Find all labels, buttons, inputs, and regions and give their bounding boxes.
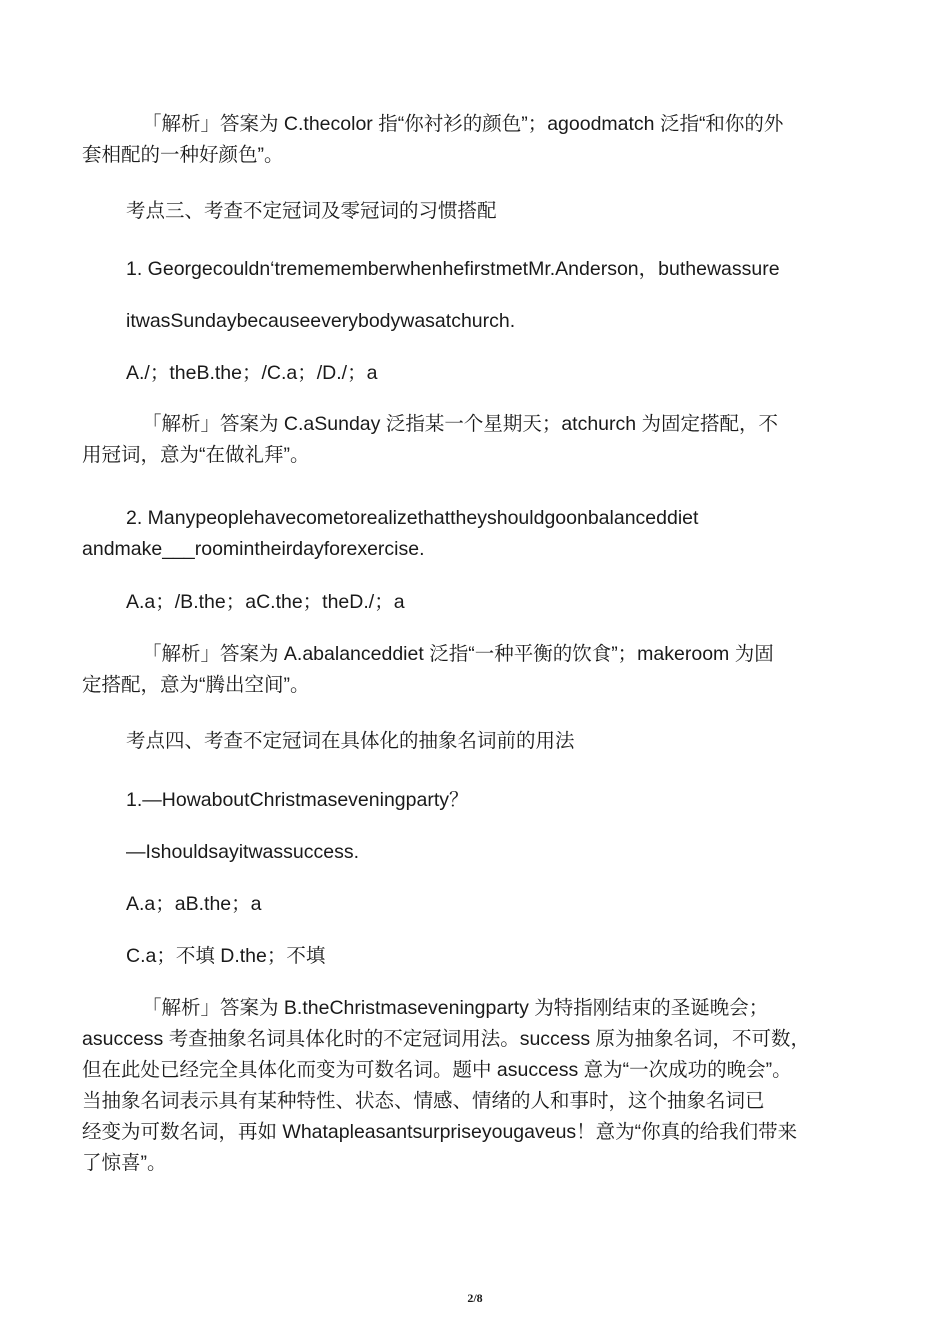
page-number: 2/8: [467, 1291, 483, 1305]
text-line: 用冠词，意为“在做礼拜”。: [82, 444, 310, 466]
question-3-prompt: [82, 785, 872, 816]
question-1-options: [82, 358, 872, 389]
text-line: 1.—HowaboutChristmaseveningparty？: [126, 789, 469, 811]
analysis-paragraph-2: [82, 409, 872, 471]
text-line: A.a；aB.the；a: [126, 893, 262, 915]
text-line: andmake___roomintheirdayforexercise.: [82, 538, 425, 560]
question-2-options: [82, 587, 872, 618]
text-line: 「解析」答案为 C.aSunday 泛指某一个星期天；atchurch 为固定搭配，不: [142, 413, 779, 435]
text-line: itwasSundaybecauseeverybodywasatchurch.: [126, 310, 516, 332]
analysis-paragraph-1: [82, 109, 872, 171]
text-line: A./；theB.the；/C.a；/D./；a: [126, 362, 378, 384]
text-line: 当抽象名词表示具有某种特性、状态、情感、情绪的人和事时，这个抽象名词已: [82, 1090, 765, 1112]
text-line: 考点四、考查不定冠词在具体化的抽象名词前的用法: [126, 730, 575, 752]
text-line: —Ishouldsayitwassuccess.: [126, 841, 360, 863]
text-line: 1. Georgecouldn‘tremememberwhenhefirstmetMr.Anderson，buthewassure: [126, 258, 780, 280]
text-line: 经变为可数名词，再如 Whatapleasantsurpriseyougaveus！意为“你真的给我们带来: [82, 1121, 798, 1143]
question-3-response: [82, 837, 872, 868]
question-1-stem: [82, 254, 872, 285]
analysis-paragraph-3: [82, 639, 872, 701]
analysis-paragraph-4: [82, 993, 872, 1179]
text-line: 了惊喜”。: [82, 1152, 167, 1174]
question-3-options-cd: [82, 941, 872, 972]
text-line: 考点三、考查不定冠词及零冠词的习惯搭配: [126, 200, 497, 222]
text-line: C.a；不填 D.the；不填: [126, 945, 326, 967]
section-heading-4: [82, 726, 872, 757]
question-1-stem-continued: [82, 306, 872, 337]
text-line: 「解析」答案为 B.theChristmaseveningparty 为特指刚结束的圣诞晚会；: [142, 997, 769, 1019]
text-line: 「解析」答案为 A.abalanceddiet 泛指“一种平衡的饮食”；makeroom 为固: [142, 643, 774, 665]
text-line: 2. Manypeoplehavecometorealizethattheyshouldgoonbalanceddiet: [126, 507, 699, 529]
text-line: asuccess 考查抽象名词具体化时的不定冠词用法。success 原为抽象名词，不可数，: [82, 1028, 811, 1050]
text-line: 套相配的一种好颜色”。: [82, 144, 284, 166]
question-2-stem: [82, 503, 872, 565]
text-line: 定搭配，意为“腾出空间”。: [82, 674, 310, 696]
text-line: A.a；/B.the；aC.the；theD./；a: [126, 591, 405, 613]
text-line: 「解析」答案为 C.thecolor 指“你衬衫的颜色”；agoodmatch 泛指“和你的外: [142, 113, 784, 135]
section-heading-3: [82, 196, 872, 227]
question-3-options-ab: [82, 889, 872, 920]
text-line: 但在此处已经完全具体化而变为可数名词。题中 asuccess 意为“一次成功的晚会”。: [82, 1059, 792, 1081]
